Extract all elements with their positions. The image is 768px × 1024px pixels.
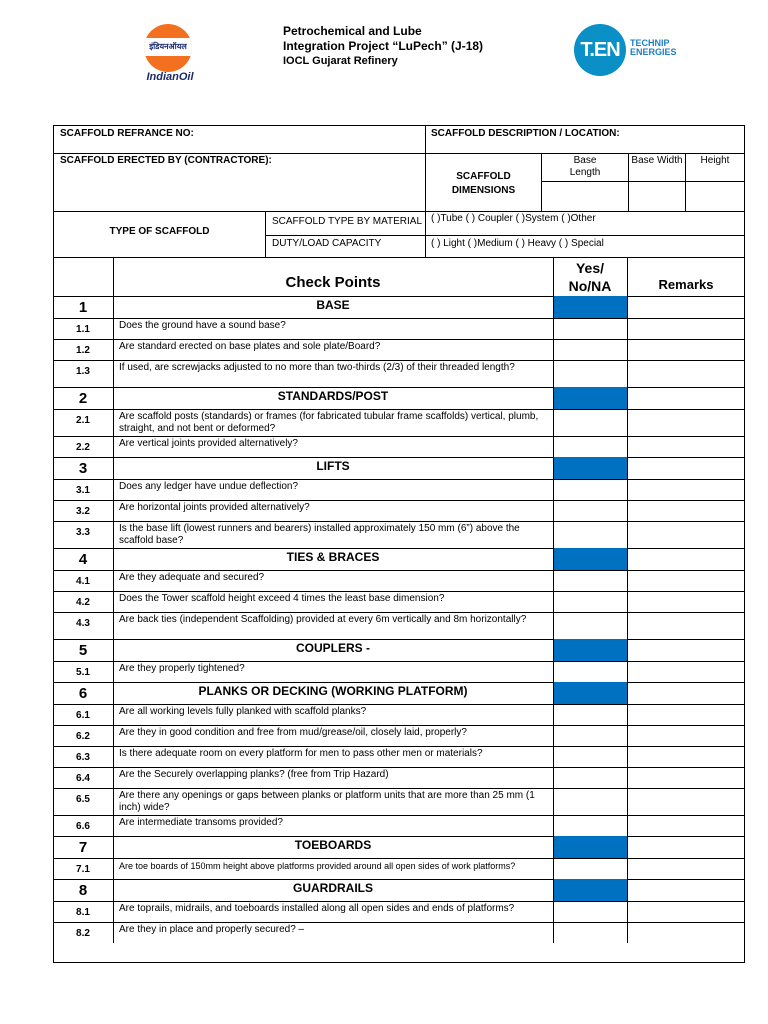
item-number: 5.1 <box>76 667 90 678</box>
checkpoint-text: Are there any openings or gaps between planks or platform units that are more than 25 mm (1 inch) wide? <box>119 790 535 813</box>
checkpoint-text: Is the base lift (lowest runners and bearers) installed approximately 150 mm (6”) above the scaffold base? <box>119 523 520 546</box>
remarks-field[interactable] <box>628 571 744 590</box>
remarks-field[interactable] <box>628 662 744 681</box>
item-number: 8.1 <box>76 907 90 918</box>
yes-no-field[interactable] <box>554 613 626 638</box>
remarks-field[interactable] <box>628 361 744 386</box>
yes-no-field[interactable] <box>554 361 626 386</box>
item-number: 2.1 <box>76 415 90 426</box>
item-number: 6.3 <box>76 752 90 763</box>
checkpoint-text: Are they in place and properly secured? – <box>119 924 305 935</box>
yes-no-field[interactable] <box>554 902 626 921</box>
height-field[interactable] <box>686 183 744 210</box>
type-of-scaffold-label: TYPE OF SCAFFOLD <box>109 226 210 237</box>
item-number: 6.4 <box>76 773 90 784</box>
section-shade-3 <box>553 457 627 479</box>
item-number: 2.2 <box>76 442 90 453</box>
indianoil-emblem-icon: इंडियनऑयल <box>144 24 192 72</box>
checkpoint-text: If used, are screwjacks adjusted to no more than two-thirds (2/3) of their threaded length? <box>119 362 515 373</box>
base-width-field[interactable] <box>629 183 685 210</box>
yes-no-field[interactable] <box>554 501 626 520</box>
item-number: 4.3 <box>76 618 90 629</box>
remarks-field[interactable] <box>628 768 744 787</box>
checkpoint-text: Is there adequate room on every platform for men to pass other men or materials? <box>119 748 483 759</box>
item-number: 3.3 <box>76 527 90 538</box>
section-number: 5 <box>78 642 88 659</box>
technip-energies-logo: T.EN TECHNIP ENERGIES <box>574 22 704 76</box>
remarks-field[interactable] <box>628 501 744 520</box>
item-number: 1.2 <box>76 345 90 356</box>
remarks-field[interactable] <box>628 923 744 942</box>
remarks-field[interactable] <box>628 340 744 359</box>
base-length-field[interactable] <box>542 183 628 210</box>
checkpoint-text: Are toprails, midrails, and toeboards installed along all open sides and ends of platforms? <box>119 903 515 914</box>
remarks-field[interactable] <box>628 437 744 456</box>
header-title-line1: Petrochemical and Lube <box>283 24 422 38</box>
section-number: 3 <box>78 460 88 477</box>
section-title: BASE <box>316 298 350 312</box>
yes-no-field[interactable] <box>554 592 626 611</box>
section-title: STANDARDS/POST <box>277 389 389 403</box>
remarks-field[interactable] <box>628 902 744 921</box>
checkpoint-text: Are they properly tightened? <box>119 663 245 674</box>
item-number: 7.1 <box>76 864 90 875</box>
indianoil-wordmark: IndianOil <box>146 71 194 83</box>
remarks-field[interactable] <box>628 613 744 638</box>
yes-no-field[interactable] <box>554 522 626 547</box>
item-number: 8.2 <box>76 928 90 939</box>
yes-no-field[interactable] <box>554 319 626 338</box>
checkpoint-text: Are back ties (independent Scaffolding) provided at every 6m vertically and 8m horizontally? <box>119 614 527 625</box>
checkpoint-text: Are all working levels fully planked with scaffold planks? <box>119 706 367 717</box>
checkpoint-text: Are scaffold posts (standards) or frames (for fabricated tubular frame scaffolds) vertical, plumb, straight, and not bent or deformed? <box>119 411 539 434</box>
header-title-line3: IOCL Gujarat Refinery <box>283 55 398 67</box>
checkpoint-text: Are vertical joints provided alternatively? <box>119 438 298 449</box>
section-number: 2 <box>78 390 88 407</box>
ten-emblem-icon: T.EN <box>574 24 626 76</box>
section-title: PLANKS OR DECKING (WORKING PLATFORM) <box>198 684 468 698</box>
checkpoint-text: Are horizontal joints provided alternatively? <box>119 502 310 513</box>
checkpoint-text: Are the Securely overlapping planks? (free from Trip Hazard) <box>119 769 389 780</box>
remarks-field[interactable] <box>628 726 744 745</box>
yes-no-field[interactable] <box>554 923 626 942</box>
yes-no-field[interactable] <box>554 571 626 590</box>
remarks-field[interactable] <box>628 705 744 724</box>
section-title: LIFTS <box>316 459 350 473</box>
checkpoint-text: Are they in good condition and free from mud/grease/oil, closely laid, properly? <box>119 727 467 738</box>
erected-by-label: SCAFFOLD ERECTED BY (CONTRACTORE): <box>60 155 272 166</box>
checkpoint-text: Does the ground have a sound base? <box>119 320 286 331</box>
remarks-field[interactable] <box>628 789 744 814</box>
type-by-material-label: SCAFFOLD TYPE BY MATERIAL <box>272 216 423 227</box>
section-shade-2 <box>553 387 627 409</box>
remarks-field[interactable] <box>628 319 744 338</box>
duty-options[interactable]: ( ) Light ( )Medium ( ) Heavy ( ) Special <box>431 238 604 249</box>
remarks-field[interactable] <box>628 480 744 499</box>
checkpoint-text: Are intermediate transoms provided? <box>119 817 283 828</box>
section-shade-1 <box>553 296 627 318</box>
duty-label: DUTY/LOAD CAPACITY <box>272 238 382 249</box>
section-shade-6 <box>553 682 627 704</box>
remarks-field[interactable] <box>628 592 744 611</box>
height-header: Height <box>700 155 730 166</box>
checkpoint-text: Are they adequate and secured? <box>119 572 265 583</box>
base-width-header: Base Width <box>631 155 683 166</box>
section-shade-7 <box>553 836 627 858</box>
check-points-header: Check Points <box>285 274 381 291</box>
yes-no-na-header: Yes/ No/NA <box>568 260 612 294</box>
section-shade-4 <box>553 548 627 570</box>
item-number: 4.1 <box>76 576 90 587</box>
yes-no-field[interactable] <box>554 340 626 359</box>
section-number: 6 <box>78 685 88 702</box>
section-number: 1 <box>78 299 88 316</box>
document-header <box>283 24 483 69</box>
dimensions-label: SCAFFOLD DIMENSIONS <box>451 171 516 196</box>
item-number: 3.1 <box>76 485 90 496</box>
section-shade-5 <box>553 639 627 661</box>
checkpoint-text: Does any ledger have undue deflection? <box>119 481 299 492</box>
indianoil-logo <box>140 24 200 82</box>
scaffold-ref-label: SCAFFOLD REFRANCE NO: <box>60 128 194 139</box>
section-title: TOEBOARDS <box>294 838 372 852</box>
remarks-field[interactable] <box>628 522 744 547</box>
section-title: TIES & BRACES <box>286 550 380 564</box>
checkpoint-text: Does the Tower scaffold height exceed 4 times the least base dimension? <box>119 593 445 604</box>
yes-no-field[interactable] <box>554 816 626 835</box>
header-title-line2: Integration Project “LuPech” (J-18) <box>283 39 484 53</box>
item-number: 6.5 <box>76 794 90 805</box>
remarks-field[interactable] <box>628 816 744 835</box>
section-number: 4 <box>78 551 88 568</box>
item-number: 6.6 <box>76 821 90 832</box>
remarks-field[interactable] <box>628 747 744 766</box>
base-length-header: Base Length <box>569 155 601 178</box>
remarks-field[interactable] <box>628 410 744 435</box>
section-number: 8 <box>78 882 88 899</box>
section-title: COUPLERS - <box>295 641 370 655</box>
section-title: GUARDRAILS <box>293 881 373 895</box>
yes-no-field[interactable] <box>554 726 626 745</box>
type-by-material-options[interactable]: ( )Tube ( ) Coupler ( )System ( )Other <box>431 213 596 224</box>
item-number: 1.1 <box>76 324 90 335</box>
item-number: 3.2 <box>76 506 90 517</box>
item-number: 6.1 <box>76 710 90 721</box>
checkpoint-text: Are standard erected on base plates and sole plate/Board? <box>119 341 381 352</box>
yes-no-field[interactable] <box>554 662 626 681</box>
yes-no-field[interactable] <box>554 859 626 878</box>
item-number: 1.3 <box>76 366 90 377</box>
remarks-field[interactable] <box>628 859 744 878</box>
section-shade-8 <box>553 879 627 901</box>
item-number: 4.2 <box>76 597 90 608</box>
section-number: 7 <box>78 839 88 856</box>
yes-no-field[interactable] <box>554 437 626 456</box>
yes-no-field[interactable] <box>554 789 626 814</box>
yes-no-field[interactable] <box>554 480 626 499</box>
item-number: 6.2 <box>76 731 90 742</box>
yes-no-field[interactable] <box>554 705 626 724</box>
yes-no-field[interactable] <box>554 768 626 787</box>
yes-no-field[interactable] <box>554 747 626 766</box>
scaffold-desc-label: SCAFFOLD DESCRIPTION / LOCATION: <box>431 128 620 139</box>
checkpoint-text: Are toe boards of 150mm height above platforms provided around all open sides of work platforms? <box>119 861 516 871</box>
remarks-header: Remarks <box>658 277 714 292</box>
yes-no-field[interactable] <box>554 410 626 435</box>
